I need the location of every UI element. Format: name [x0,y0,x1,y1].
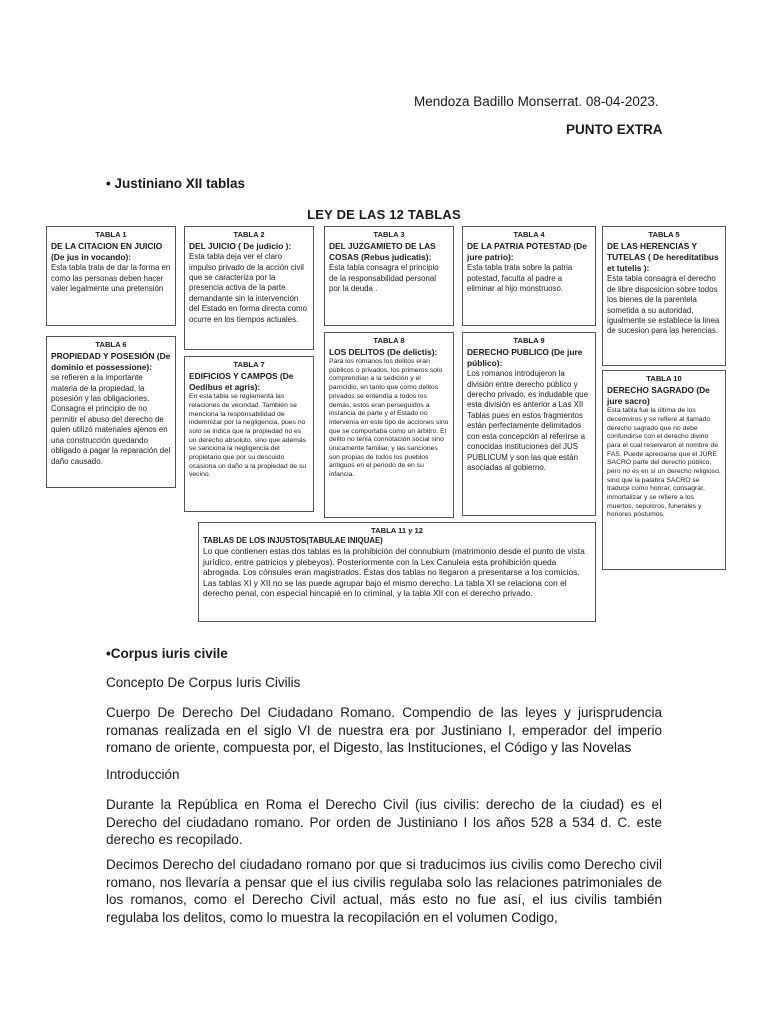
table-title: TABLA 6 [95,340,127,349]
table-title: TABLA 10 [646,374,682,383]
table-box-6 [46,336,176,488]
intro-paragraph-1: Durante la República en Roma el Derecho Civil (ius civilis: derecho de la ciudad) es el Derecho del ciudadano romano. Por orden de Justiniano I los años 528 a 534 d. C. este derecho es recopilado. [106,797,662,848]
table-heading: DE LA PATRIA POTESTAD (De jure patrio): [467,241,587,263]
table-box-10 [602,370,726,570]
table-heading: LOS DELITOS (De delictis): [329,347,438,358]
table-body: Esta tabla trata de dar la forma en como las personas deben hacer valer legalmente una pretensión [51,263,171,294]
table-body: En esta tabla se reglamenta las relaciones de vecindad. También se menciona la responsabilidad de indemnizar por la negligencia, pues no solo se indica que la propiedad no es un derecho absoluto, sino que además se sanciona la negligencia del propietario que por su descuido ocasiona un daño a la propiedad de su vecino. [189,393,307,479]
table-title: TABLA 5 [648,230,680,239]
concept-paragraph: Cuerpo De Derecho Del Ciudadano Romano. Compendio de las leyes y jurisprudencia romanas realizada en el siglo VI de nuestra era por Justiniano I, emperador del imperio romano de oriente, compuesta por, el Digesto, las Instituciones, el Código y las Novelas [106,705,662,756]
table-heading: TABLAS DE LOS INJUSTOS(TABULAE INIQUAE) [203,536,383,546]
table-box-9 [462,332,596,516]
table-title: TABLA 2 [233,230,265,239]
table-body: Esta tabla fue la última de los decemviros y se refiere al llamado derecho sagrado que no debe confundirse con el derecho divino para el cual reservaron el nombre de FAS, Puede apreciarse que el JURE SACRO parte del derecho público, pero no es en sí un derecho religioso, sino que la palabra SACRO se traduce como honrar, consagrar, inmortalizar y se refiere a los muertos, sepulcros, funerales y honores póstumos. [607,407,721,519]
table-title: TABLA 3 [373,230,405,239]
table-body: Esta tabla consagra el principio de la responsabilidad personal por la deuda . [329,263,439,294]
table-body: Esta tabla consagra el derecho de libre disposicion sobre todos los bienes de la parentela sometida a su autoridad, igualmente se establece la linea de sucesion para las herencias. [607,274,720,336]
table-body: se refieren a la importante materia de la propiedad, la posesión y las obligaciones. Consagra el principio de no permitir el abuso del derecho de quien utilizó materiales ajenos en una construcción quedando obligado a pagar la reparación del daño causado. [51,373,171,466]
table-heading: EDIFICIOS Y CAMPOS (De Oedibus et agris): [189,371,294,393]
table-box-4 [462,226,596,326]
section-bullet-tablas: • Justiniano XII tablas [106,176,246,191]
table-box-7 [184,356,314,512]
table-title: TABLA 11 y 12 [371,526,423,535]
intro-paragraph-2: Decimos Derecho del ciudadano romano por que si traducimos ius civilis como Derecho civil romano, nos llevaría a pensar que el ius civilis regulaba solo las relaciones patrimoniales de los romanos, como el Derecho Civil actual, más esto no fue así, el ius civilis también regulaba los delitos, como lo muestra la recopilación en el volumen Codigo, [106,857,662,925]
table-body: Para los romanos los delitos eran públicos o privados, los primeros solo comprendían a la sedición y el parricidio, en tanto que como delitos privados se entendía a todos los demás; estos eran perseguidos a instancia de parte y el Estado no intervenía en este tipo de acciones sino que se comportaba como un árbitro. El delito no tenía connotación social sino únicamente familiar, y las sanciones son propias de todos los pueblos antiguos en el periodo de en su infancia. [329,358,449,479]
table-box-11-12 [198,522,596,622]
table-heading: DEL JUZGAMIETO DE LAS COSAS (Rebus judicatis): [329,241,436,263]
table-heading: DE LAS HERENCIAS Y TUTELAS ( De hereditatibus et tutelis ): [607,241,719,274]
table-body: Esta tabla trata sobre la patria potestad, faculta al padre a eliminar al hijo monstruoso. [467,263,573,294]
table-title: TABLA 4 [513,230,545,239]
table-box-5 [602,226,726,366]
table-heading: PROPIEDAD Y POSESIÓN (De dominio et possessione): [51,351,171,373]
table-heading: DE LA CITACION EN JUICIO (De jus in vocando): [51,241,163,263]
section-bullet-corpus: •Corpus iuris civile [106,646,228,661]
figure-title: LEY DE LAS 12 TABLAS [307,207,461,222]
table-title: TABLA 9 [513,336,545,345]
table-heading: DEL JUICIO ( De judicio ): [189,241,292,252]
table-body: Esta tabla deja ver el claro impulso privado de la acción civil que se caracteriza por la presencia activa de la parte demandante sin la intervención del Estado en forma directa como ocurre en los tiempos actuales. [189,252,307,324]
table-title: TABLA 1 [95,230,127,239]
intro-heading: Introducción [106,767,180,782]
table-box-8 [324,332,454,518]
author-date-line: Mendoza Badillo Monserrat. 08-04-2023. [414,94,659,109]
table-box-2 [184,226,314,350]
table-heading: DERECHO PUBLICO (De jure público): [467,347,583,369]
document-subtitle: PUNTO EXTRA [566,122,663,137]
table-box-1 [46,226,176,326]
table-box-3 [324,226,454,326]
table-title: TABLA 8 [373,336,405,345]
table-body: Los romanos introdujeron la división entre derecho público y derecho privado, es indudable que esta división es anterior a Las XII Tablas pues en estos fragmentos están perfectamente delimitados con esta concepción al referirse a conocidas instituciones del JUS PUBLICUM y son las que están asociadas al gobierno. [467,369,589,472]
table-body: Lo que contienen estas dos tablas es la prohibición del connubium (matrimonio desde el punto de vista jurídico, entre patricios y plebeyos). Posteriormente con la Lex Canuleia esta prohibición queda abrogada. Los cónsules eran magistrados. Éstas dos tablas no llegaron a presentarse a los comicios. Las tablas XI y XII no se las puede agrupar bajo el mismo derecho. La tabla XI se relaciona con el derecho penal, con especial hincapié en lo criminal, y la tabla XII con el derecho privado. [203,546,585,599]
concept-heading: Concepto De Corpus Iuris Civilis [106,675,301,690]
table-title: TABLA 7 [233,360,265,369]
table-heading: DERECHO SAGRADO (De jure sacro) [607,385,710,407]
